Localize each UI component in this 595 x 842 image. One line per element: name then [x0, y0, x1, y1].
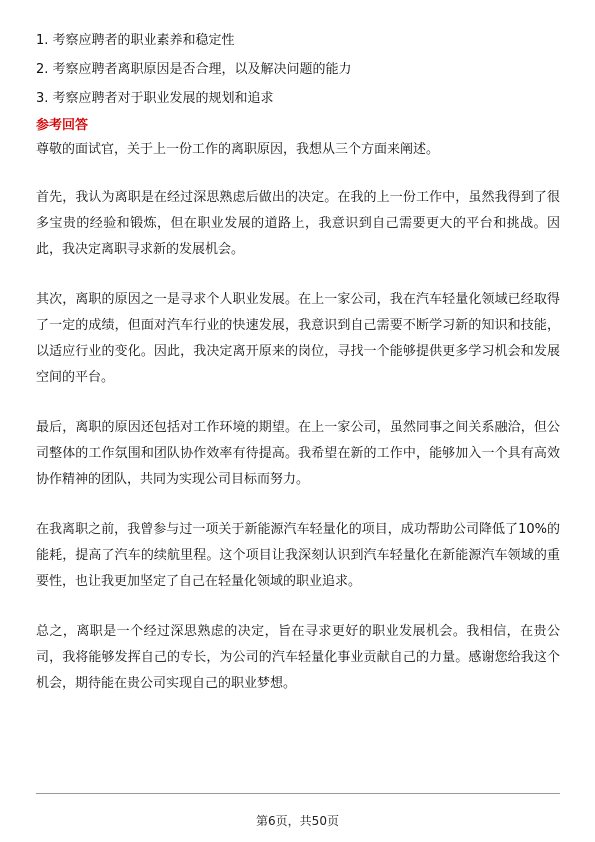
page-number: 第6页，共50页 — [256, 814, 339, 828]
answer-paragraph-second: 其次，离职的原因之一是寻求个人职业发展。在上一家公司，我在汽车轻量化领域已经取得了一定的成绩，但面对汽车行业的快速发展，我意识到自己需要不断学习新的知识和技能，以适应行业的变化。因此，我决定离开原来的岗位，寻找一个能够提供更多学习机会和发展空间的平台。 — [36, 292, 560, 385]
answer-paragraph-third: 最后，离职的原因还包括对工作环境的期望。在上一家公司，虽然同事之间关系融洽，但公司整体的工作氛围和团队协作效率有待提高。我希望在新的工作中，能够加入一个具有高效协作精神的团队，共同为实现公司目标而努力。 — [36, 420, 560, 487]
assessment-point: 2. 考察应聘者离职原因是否合理，以及解决问题的能力 — [36, 62, 352, 77]
footer-divider — [36, 793, 560, 794]
answer-paragraph-first: 首先，我认为离职是在经过深思熟虑后做出的决定。在我的上一份工作中，虽然我得到了很多宝贵的经验和锻炼，但在职业发展的道路上，我意识到自己需要更大的平台和挑战。因此，我决定离职寻求新的发展机会。 — [36, 190, 560, 257]
answer-paragraph-conclusion: 总之，离职是一个经过深思熟虑的决定，旨在寻求更好的职业发展机会。我相信，在贵公司，我将能够发挥自己的专长，为公司的汽车轻量化事业贡献自己的力量。感谢您给我这个机会，期待能在贵公司实现自己的职业梦想。 — [36, 624, 560, 691]
assessment-points-list — [36, 26, 560, 113]
assessment-point: 1. 考察应聘者的职业素养和稳定性 — [36, 33, 235, 48]
answer-paragraph-project: 在我离职之前，我曾参与过一项关于新能源汽车轻量化的项目，成功帮助公司降低了10%的能耗，提高了汽车的续航里程。这个项目让我深刻认识到汽车轻量化在新能源汽车领域的重要性，也让我更加坚定了自己在轻量化领域的职业追求。 — [36, 522, 560, 589]
page-content — [36, 26, 560, 721]
assessment-point: 3. 考察应聘者对于职业发展的规划和追求 — [36, 91, 274, 106]
reference-answer-heading: 参考回答 — [36, 118, 89, 133]
answer-paragraph-intro: 尊敬的面试官，关于上一份工作的离职原因，我想从三个方面来阐述。 — [36, 142, 440, 157]
